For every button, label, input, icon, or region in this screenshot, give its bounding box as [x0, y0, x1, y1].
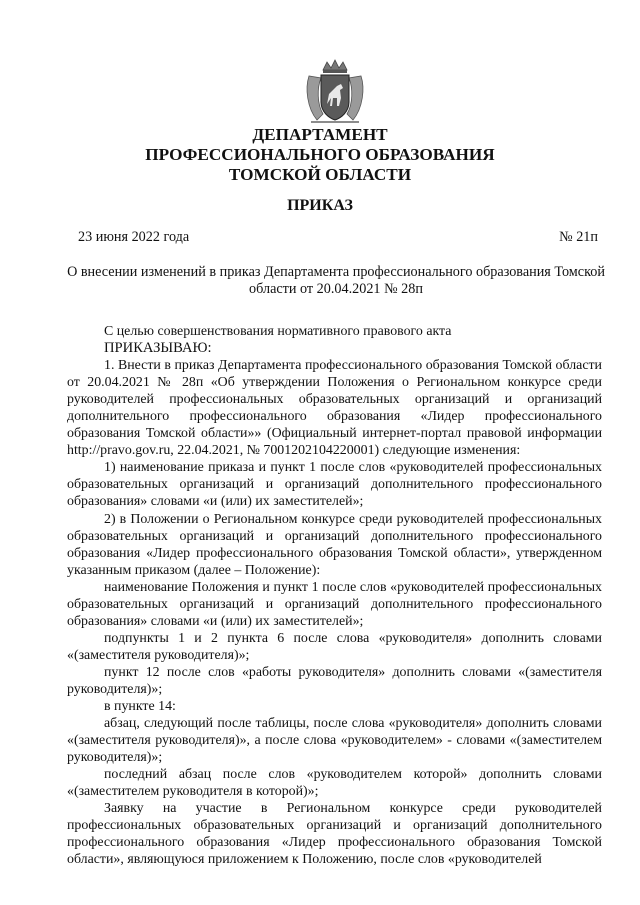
- document-type: ПРИКАЗ: [287, 197, 353, 214]
- paragraph: в пункте 14:: [104, 699, 176, 715]
- paragraph: последний абзац после слов «руководителем которой» дополнить словами «(заместителем руководителя в которой)»;: [67, 767, 602, 800]
- paragraph: абзац, следующий после таблицы, после слова «руководителя» дополнить словами «(заместителя руководителя)», а после слова «руководителем» - словами «(заместителем руководителя)»;: [67, 716, 602, 766]
- department-title-line-3: ТОМСКОЙ ОБЛАСТИ: [228, 165, 412, 184]
- paragraph: наименование Положения и пункт 1 после слов «руководителей профессиональных образовательных организаций и организаций дополнительного профессионального образования» словами «и (или) их заместителей»;: [67, 579, 602, 629]
- paragraph: ПРИКАЗЫВАЮ:: [104, 340, 212, 357]
- department-title-line-2: ПРОФЕССИОНАЛЬНОГО ОБРАЗОВАНИЯ: [145, 145, 495, 164]
- paragraph: 2) в Положении о Региональном конкурсе среди руководителей профессиональных образовательных организаций и организаций дополнительного профессионального образования «Лидер профессионального образования Томской области», утвержденном указанным приказом (далее – Положение):: [67, 511, 602, 578]
- paragraph: С целью совершенствования нормативного правового акта: [104, 324, 452, 339]
- paragraph: Заявку на участие в Региональном конкурсе среди руководителей профессиональных образовательных организаций и организаций дополнительного профессионального образования «Лидер профессионального образования Томской области», являющуюся приложением к Положению, после слов «руководителей: [67, 801, 602, 868]
- paragraph: подпункты 1 и 2 пункта 6 после слова «руководителя» дополнить словами «(заместителя руководителя)»;: [67, 630, 602, 663]
- document-date: 23 июня 2022 года: [78, 229, 190, 245]
- paragraph: пункт 12 после слов «работы руководителя» дополнить словами «(заместителя руководителя)»;: [67, 664, 602, 697]
- paragraph: 1) наименование приказа и пункт 1 после слов «руководителей профессиональных образовательных организаций и организаций дополнительного профессионального образования» словами «и (или) их заместителей»;: [67, 460, 602, 510]
- paragraph: 1. Внести в приказ Департамента профессионального образования Томской области от 20.04.2021 № 28п «Об утверждении Положения о Региональном конкурсе среди руководителей профессиональных образовательных организаций и организаций дополнительного профессионального образования «Лидер профессионального образования Томской области»» (Официальный интернет-портал правовой информации http://pravo.gov.ru, 22.04.2021, № 7001202104220001) следующие изменения:: [67, 358, 602, 459]
- document-subject: О внесении изменений в приказ Департамента профессионального образования Томской области от 20.04.2021 № 28п: [67, 264, 605, 297]
- coat-of-arms-icon: [303, 58, 367, 126]
- department-title-line-1: ДЕПАРТАМЕНТ: [252, 125, 388, 144]
- document-number: № 21п: [559, 229, 598, 245]
- document-body: [67, 323, 602, 869]
